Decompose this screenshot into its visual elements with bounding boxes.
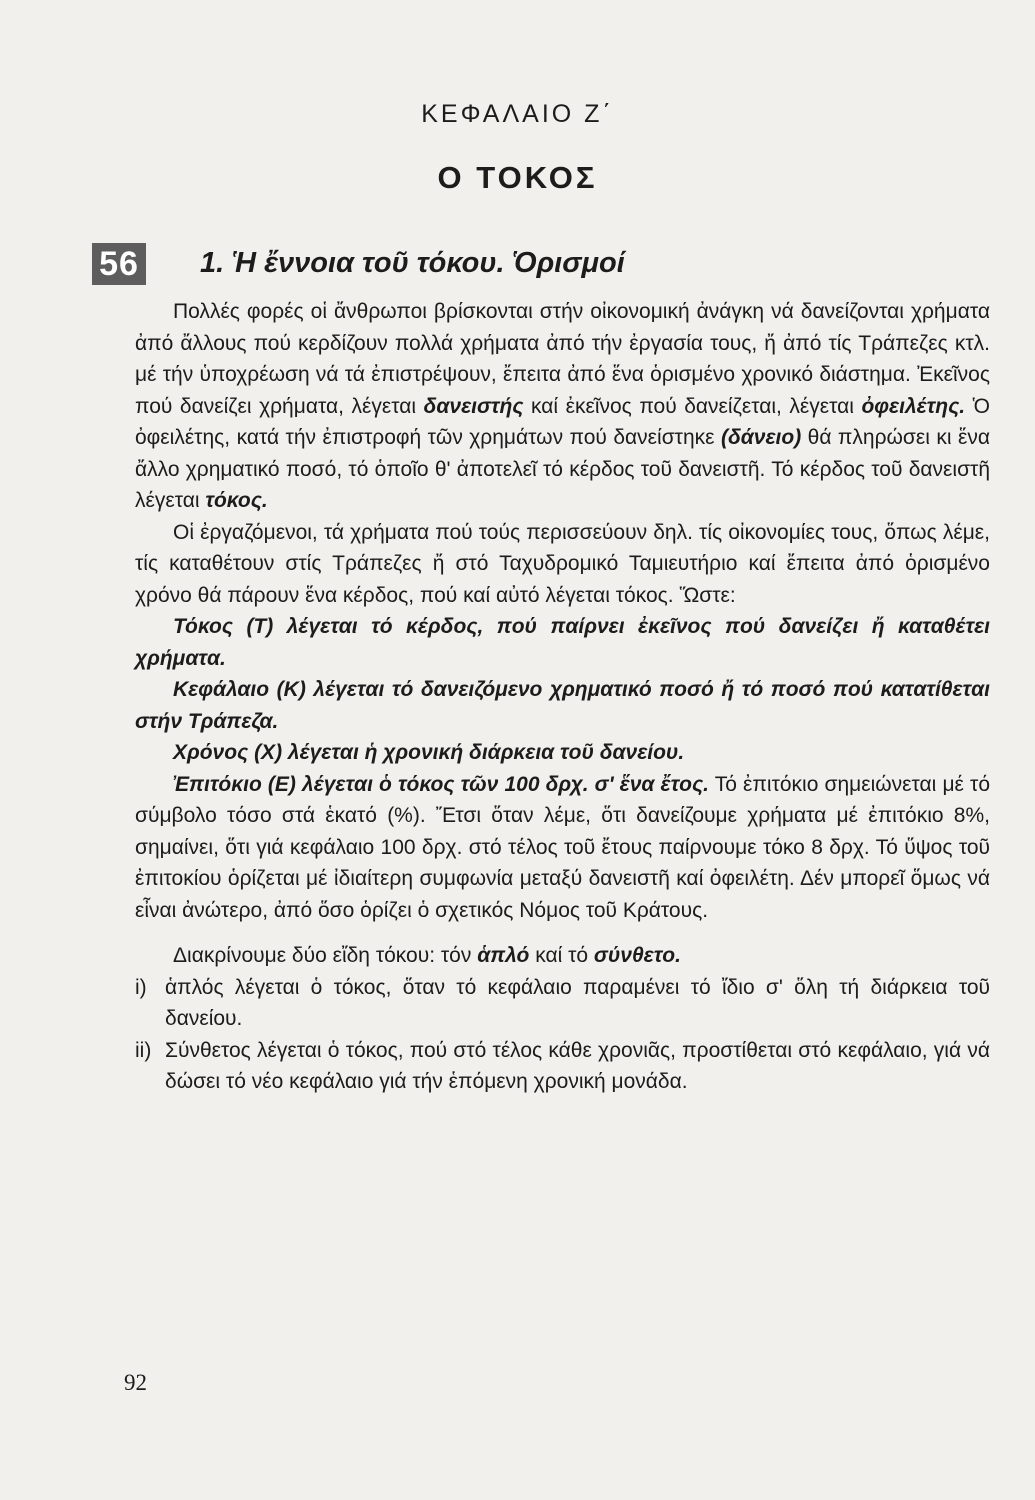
term-compound: σύνθετο. xyxy=(593,944,681,967)
chapter-heading: ΚΕΦΑΛΑΙΟ Ζ΄ xyxy=(421,100,614,128)
definition-capital: Κεφάλαιο (Κ) λέγεται τό δανειζόμενο χρηματικό ποσό ἤ τό ποσό πού κατατίθεται στήν Τράπεζα. xyxy=(135,678,990,733)
chapter-title: Ο ΤΟΚΟΣ xyxy=(437,160,598,195)
list-marker: i) xyxy=(135,975,147,999)
definition-rate: Ἐπιτόκιο (Ε) λέγεται ὁ τόκος τῶν 100 δρχ. σ' ἕνα ἔτος. Τό ἐπιτόκιο σημειώνεται μέ τό σύμβολο τόσο στά ἑκατό (%). Ἔτσι ὅταν λέμε, ὅτι δανείζουμε χρήματα μέ ἐπιτόκιο 8%, σημαίνει, ὅτι γιά κεφάλαιο 100 δρχ. στό τέλος τοῦ ἔτους παίρνουμε τόκο 8 δρχ. Τό ὕψος τοῦ ἐπιτοκίου ὁρίζεται μέ ἰδιαίτερη συμφωνία μεταξύ δανειστῆ καί ὀφειλέτη. Δέν μπορεῖ ὅμως νά εἶναι ἀνώτερο, ἀπό ὅσο ὁρίζει ὁ σχετικός Νόμος τοῦ Κράτους. xyxy=(135,772,990,922)
definition-interest: Τόκος (Τ) λέγεται τό κέρδος, πού παίρνει ἐκεῖνος πού δανείζει ἤ καταθέτει χρήματα. xyxy=(135,615,990,670)
definition-time: Χρόνος (Χ) λέγεται ἡ χρονική διάρκεια τοῦ δανείου. xyxy=(173,741,685,764)
section-number-badge: 56 xyxy=(92,243,146,285)
paragraph-deposits: Οἱ ἐργαζόμενοι, τά χρήματα πού τούς περισσεύουν δηλ. τίς οἰκονομίες τους, ὅπως λέμε, τίς καταθέτουν στίς Τράπεζες ἤ στό Ταχυδρομικό Ταμιευτήριο καί ἔπειτα ἀπό ὁρισμένο χρόνο θά πάρουν ἕνα κέρδος, πού καί αὐτό λέγεται τόκος. Ὥστε: xyxy=(135,520,990,607)
list-marker: ii) xyxy=(135,1038,152,1062)
list-item: ii) Σύνθετος λέγεται ὁ τόκος, πού στό τέλος κάθε χρονιᾶς, προστίθεται στό κεφάλαιο, γιά νά δώσει τό νέο κεφάλαιο γιά τήν ἑπόμενη χρονική μονάδα. xyxy=(135,1035,990,1098)
term-loan: (δάνειο) xyxy=(720,426,802,449)
paragraph-loans: Πολλές φορές οἱ ἄνθρωποι βρίσκονται στήν οἰκονομική ἀνάγκη νά δανείζονται χρήματα ἀπό ἄλλους πού κερδίζουν πολλά χρήματα ἀπό τήν ἐργασία τους, ἤ ἀπό τίς Τράπεζες κτλ. μέ τήν ὑποχρέωση νά τά ἐπιστρέψουν, ἔπειτα ἀπό ἕνα ὁρισμένο χρονικό διάστημα. Ἐκεῖνος πού δανείζει χρήματα, λέγεται δανειστής καί ἐκεῖνος πού δανείζεται, λέγεται ὀφειλέτης. Ὁ ὀφειλέτης, κατά τήν ἐπιστροφή τῶν χρημάτων πού δανείστηκε (δάνειο) θά πληρώσει κι ἕνα ἄλλο χρηματικό ποσό, τό ὁποῖο θ' ἀποτελεῖ τό κέρδος τοῦ δανειστῆ. Τό κέρδος τοῦ δανειστῆ λέγεται τόκος. xyxy=(135,300,991,512)
term-simple: ἁπλό xyxy=(477,944,530,967)
list-item: i) ἁπλός λέγεται ὁ τόκος, ὅταν τό κεφάλαιο παραμένει τό ἴδιο σ' ὅλη τή διάρκεια τοῦ δανείου. xyxy=(135,972,990,1035)
rate-term: Ἐπιτόκιο (Ε) λέγεται ὁ τόκος τῶν 100 δρχ. σ' ἕνα ἔτος. xyxy=(173,772,710,796)
term-debtor: ὀφειλέτης. xyxy=(861,394,966,418)
page-number: 92 xyxy=(124,1370,147,1395)
interest-kinds-list xyxy=(135,972,990,1098)
term-interest: τόκος. xyxy=(205,489,268,512)
term-lender: δανειστής xyxy=(423,394,524,418)
paragraph-kinds: Διακρίνουμε δύο εἴδη τόκου: τόν ἁπλό καί τό σύνθετο. xyxy=(173,944,681,967)
body-text xyxy=(135,296,990,1098)
section-title: 1. Ἡ ἔννοια τοῦ τόκου. Ὁρισμοί xyxy=(200,247,625,279)
